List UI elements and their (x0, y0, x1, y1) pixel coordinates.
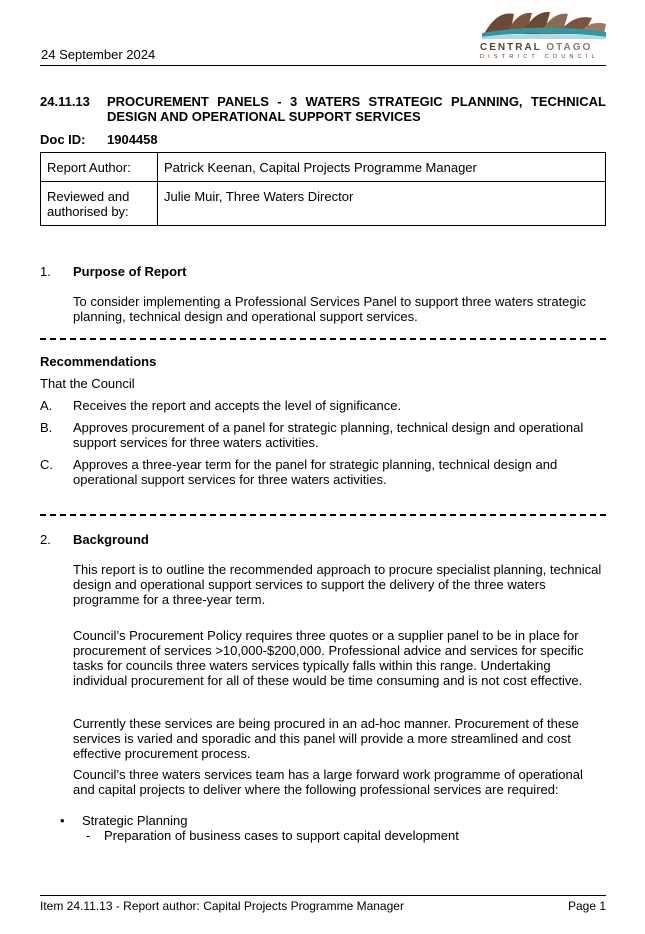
background-paragraph: This report is to outline the recommended approach to procure specialist planning, technical design and operational support services to support the delivery of the three waters programme for a three-year term. (73, 562, 602, 607)
section-title: Background (73, 532, 149, 547)
list-item: Approves a three-year term for the panel for strategic planning, technical design and operational support services for three waters activities. (73, 457, 558, 487)
author-value: Patrick Keenan, Capital Projects Programme Manager (158, 153, 606, 182)
footer-divider (40, 895, 606, 896)
footer-item-author: Item 24.11.13 - Report author: Capital Projects Programme Manager (40, 899, 404, 913)
list-item-letter: C. (40, 457, 53, 472)
dashed-divider (40, 338, 606, 340)
recommendations-intro: That the Council (40, 376, 135, 391)
item-title: PROCUREMENT PANELS - 3 WATERS STRATEGIC PLANNING, TECHNICAL DESIGN AND OPERATIONAL SUPPORT SERVICES (107, 94, 606, 124)
council-logo (480, 6, 608, 60)
page-number: Page 1 (568, 899, 607, 913)
dash-icon: - (86, 828, 91, 843)
list-item: Approves procurement of a panel for strategic planning, technical design and operational support services for three waters activities. (73, 420, 584, 450)
logo-word-otago: OTAGO (546, 42, 593, 53)
list-item: Receives the report and accepts the level of significance. (73, 398, 402, 413)
section-number: 2. (40, 532, 51, 547)
background-paragraph: Council’s Procurement Policy requires three quotes or a supplier panel to be in place for procurement of services >10,000-$200,000. Professional advice and services for specific tasks for councils three waters services typically falls within this range. Undertaking individual procurement for all of these would be time consuming and is not cost effective. (73, 628, 584, 688)
doc-id (40, 132, 158, 147)
background-paragraph: Council’s three waters services team has a large forward work programme of operational and capital projects to deliver where the following professional services are required: (73, 767, 583, 797)
reviewer-value: Julie Muir, Three Waters Director (158, 182, 606, 226)
list-item-letter: A. (40, 398, 53, 413)
section-title: Purpose of Report (73, 264, 187, 279)
table-row (41, 153, 606, 182)
header-divider (40, 65, 606, 66)
authors-table (40, 152, 606, 226)
section-number: 1. (40, 264, 51, 279)
doc-id-value: 1904458 (107, 132, 158, 147)
dashed-divider (40, 514, 606, 516)
hills-logo-icon (480, 6, 608, 40)
list-item-letter: B. (40, 420, 53, 435)
purpose-text: To consider implementing a Professional Services Panel to support three waters strategic planning, technical design and operational support services. (73, 294, 587, 324)
list-item: Strategic Planning (82, 813, 188, 828)
logo-word-central: CENTRAL (480, 42, 542, 53)
logo-wordmark (480, 42, 608, 53)
doc-id-label: Doc ID: (40, 132, 86, 147)
document-date: 24 September 2024 (41, 47, 156, 62)
background-paragraph: Currently these services are being procured in an ad-hoc manner. Procurement of these services is varied and sporadic and this panel will provide a more streamlined and cost effective procurement process. (73, 716, 579, 761)
recommendations-title: Recommendations (40, 354, 157, 369)
table-row (41, 182, 606, 226)
list-item: Preparation of business cases to support capital development (104, 828, 459, 843)
logo-subtitle: DISTRICT COUNCIL (480, 54, 599, 60)
reviewer-label: Reviewed and authorised by: (41, 182, 158, 226)
author-label: Report Author: (41, 153, 158, 182)
item-heading (40, 94, 606, 124)
bullet-icon: • (60, 813, 65, 828)
item-number: 24.11.13 (40, 94, 90, 109)
